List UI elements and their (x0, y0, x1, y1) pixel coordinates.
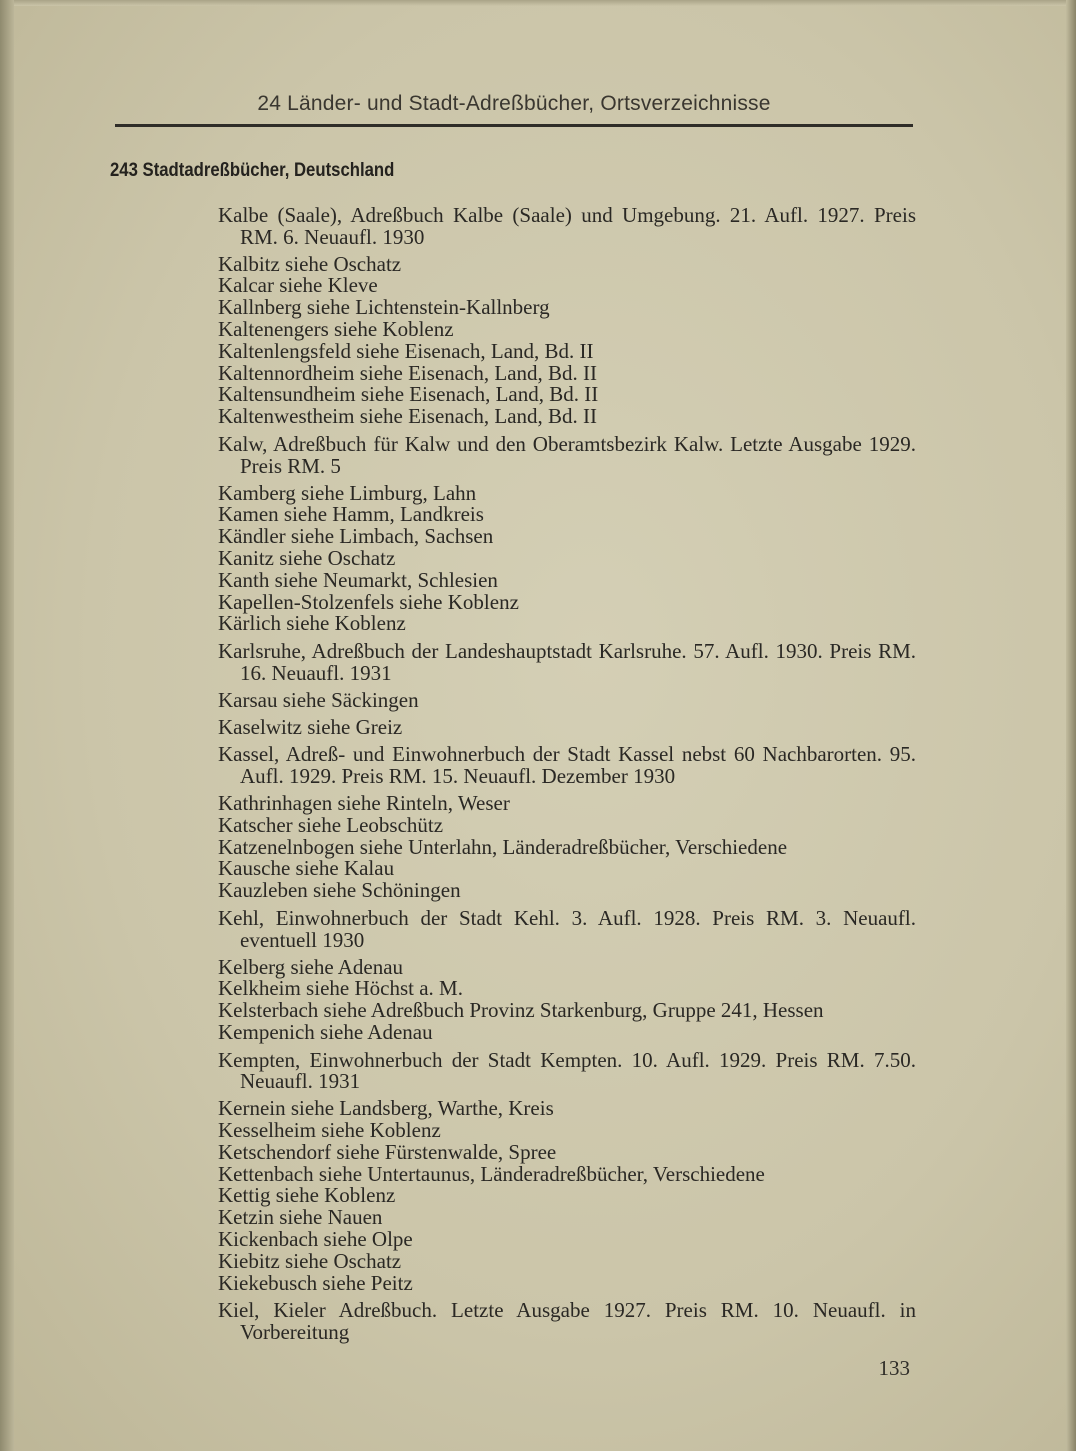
entry-kanth: Kanth siehe Neumarkt, Schlesien (218, 567, 498, 592)
entry-kaendler: Kändler siehe Limbach, Sachsen (218, 524, 494, 549)
entry-kamberg: Kamberg siehe Limburg, Lahn (218, 480, 477, 505)
entry-kesselheim: Kesselheim siehe Koblenz (218, 1118, 441, 1143)
entry-kiel: Kiel, Kieler Adreßbuch. Letzte Ausgabe 1927. Preis RM. 10. Neuaufl. in Vorbereitung (218, 1298, 916, 1345)
entry-kempenich: Kempenich siehe Adenau (218, 1019, 433, 1044)
entry-kanitz: Kanitz siehe Oschatz (218, 545, 396, 570)
entry-kalbitz: Kalbitz siehe Oschatz (218, 251, 402, 276)
entry-kiekebusch: Kiekebusch siehe Peitz (218, 1270, 413, 1295)
entry-kaltenlengsfeld: Kaltenlengsfeld siehe Eisenach, Land, Bd. II (218, 338, 594, 363)
entry-kelberg: Kelberg siehe Adenau (218, 954, 404, 979)
entry-kaltenwestheim: Kaltenwestheim siehe Eisenach, Land, Bd. II (218, 404, 598, 429)
entry-kalw: Kalw, Adreßbuch für Kalw und den Oberamtsbezirk Kalw. Letzte Ausgabe 1929. Preis RM. 5 (218, 431, 916, 478)
entry-kalbe: Kalbe (Saale), Adreßbuch Kalbe (Saale) und Umgebung. 21. Aufl. 1927. Preis RM. 6. Neuaufl. 1930 (218, 203, 916, 249)
entry-katzenelnbogen: Katzenelnbogen siehe Unterlahn, Länderadreßbücher, Verschiedene (218, 834, 788, 859)
entry-kernein: Kernein siehe Landsberg, Warthe, Kreis (218, 1096, 554, 1121)
entry-kelkheim: Kelkheim siehe Höchst a. M. (218, 976, 463, 1001)
entry-kathrinhagen: Kathrinhagen siehe Rinteln, Weser (218, 790, 510, 815)
entry-ketschendorf: Ketschendorf siehe Fürstenwalde, Spree (218, 1139, 557, 1164)
entry-kelsterbach: Kelsterbach siehe Adreßbuch Provinz Starkenburg, Gruppe 241, Hessen (218, 998, 824, 1023)
page-right-edge (1066, 0, 1076, 1451)
entry-kalcar: Kalcar siehe Kleve (218, 273, 378, 298)
entry-katscher: Katscher siehe Leobschütz (218, 812, 444, 837)
entry-kallnberg: Kallnberg siehe Lichtenstein-Kallnberg (218, 295, 550, 320)
entry-kamen: Kamen siehe Hamm, Landkreis (218, 502, 484, 527)
entry-list (218, 205, 916, 1349)
entry-kausche: Kausche siehe Kalau (218, 856, 395, 881)
entry-kassel: Kassel, Adreß- und Einwohnerbuch der Stadt Kassel nebst 60 Nachbarorten. 95. Aufl. 1929. Preis RM. 15. Neuaufl. Dezember 1930 (218, 742, 916, 789)
entry-karsau: Karsau siehe Säckingen (218, 687, 419, 712)
entry-kauzleben: Kauzleben siehe Schöningen (218, 878, 461, 903)
page-number: 133 (878, 1356, 910, 1380)
page-top-edge (0, 0, 1076, 6)
entry-kaselwitz: Kaselwitz siehe Greiz (218, 714, 403, 739)
entry-kettenbach: Kettenbach siehe Untertaunus, Länderadreßbücher, Verschiedene (218, 1161, 765, 1186)
entry-kettig: Kettig siehe Koblenz (218, 1183, 396, 1208)
entry-kempten: Kempten, Einwohnerbuch der Stadt Kempten. 10. Aufl. 1929. Preis RM. 7.50. Neuaufl. 1931 (218, 1047, 916, 1094)
entry-karlsruhe: Karlsruhe, Adreßbuch der Landeshauptstadt Karlsruhe. 57. Aufl. 1930. Preis RM. 16. Neuaufl. 1931 (218, 639, 916, 685)
entry-kapellen-stolzenfels: Kapellen-Stolzenfels siehe Koblenz (218, 589, 519, 614)
entry-kaltennordheim: Kaltennordheim siehe Eisenach, Land, Bd. II (218, 360, 598, 385)
page-binding-edge (0, 0, 14, 1451)
entry-kaerlich: Kärlich siehe Koblenz (218, 611, 406, 636)
entry-kiebitz: Kiebitz siehe Oschatz (218, 1248, 402, 1273)
entry-ketzin: Ketzin siehe Nauen (218, 1205, 383, 1230)
entry-kehl: Kehl, Einwohnerbuch der Stadt Kehl. 3. Aufl. 1928. Preis RM. 3. Neuaufl. eventuell 1930 (218, 905, 916, 952)
entry-kaltensundheim: Kaltensundheim siehe Eisenach, Land, Bd. II (218, 382, 599, 407)
entry-kaltenengers: Kaltenengers siehe Koblenz (218, 316, 454, 341)
header-rule (115, 124, 913, 127)
section-title: 243 Stadtadreßbücher, Deutschland (110, 160, 395, 181)
entry-kickenbach: Kickenbach siehe Olpe (218, 1227, 413, 1252)
running-head: 24 Länder- und Stadt-Adreßbücher, Ortsverzeichnisse (257, 92, 771, 115)
